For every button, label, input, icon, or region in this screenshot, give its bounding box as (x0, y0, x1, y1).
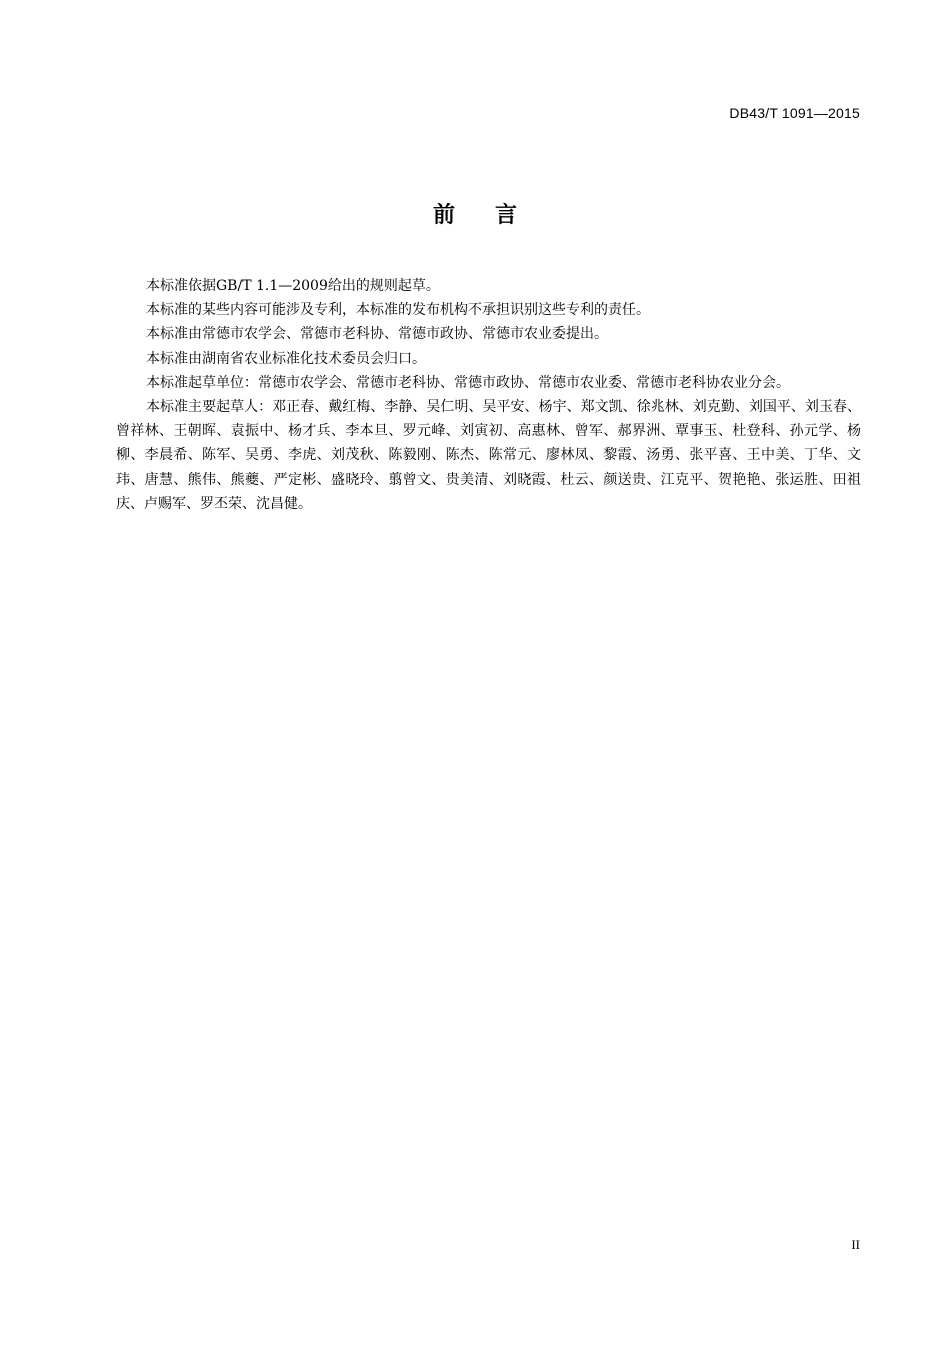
page-number: II (851, 1237, 860, 1252)
foreword-body (116, 274, 861, 516)
document-code: DB43/T 1091—2015 (729, 105, 860, 121)
paragraph-main-drafters: 本标准主要起草人：邓正春、戴红梅、李静、吴仁明、吴平安、杨宇、郑文凯、徐兆林、刘克勤、刘国平、刘玉春、曾祥林、王朝晖、袁振中、杨才兵、李本旦、罗元峰、刘寅初、高惠林、曾军、郝界洲、覃事玉、杜登科、孙元学、杨柳、李晨希、陈军、吴勇、李虎、刘茂秋、陈毅刚、陈杰、陈常元、廖林凤、黎霞、汤勇、张平喜、王中美、丁华、文玮、唐慧、熊伟、熊夔、严定彬、盛晓玲、翦曾文、贵美清、刘晓霞、杜云、颜送贵、江克平、贺艳艳、张运胜、田祖庆、卢赐军、罗丕荣、沈昌健。 (116, 399, 861, 512)
title-char-1: 前 (432, 203, 455, 228)
paragraph-drafting-units: 本标准起草单位：常德市农学会、常德市老科协、常德市政协、常德市农业委、常德市老科协农业分会。 (146, 374, 790, 391)
title-char-2: 言 (495, 203, 518, 228)
paragraph-patent-notice: 本标准的某些内容可能涉及专利，本标准的发布机构不承担识别这些专利的责任。 (146, 302, 650, 319)
paragraph-proposer: 本标准由常德市农学会、常德市老科协、常德市政协、常德市农业委提出。 (146, 326, 608, 343)
paragraph-drafting-rules: 本标准依据GB/T 1.1—2009给出的规则起草。 (146, 278, 440, 294)
paragraph-centralized-by: 本标准由湖南省农业标准化技术委员会归口。 (146, 350, 426, 367)
page-title (0, 198, 950, 229)
